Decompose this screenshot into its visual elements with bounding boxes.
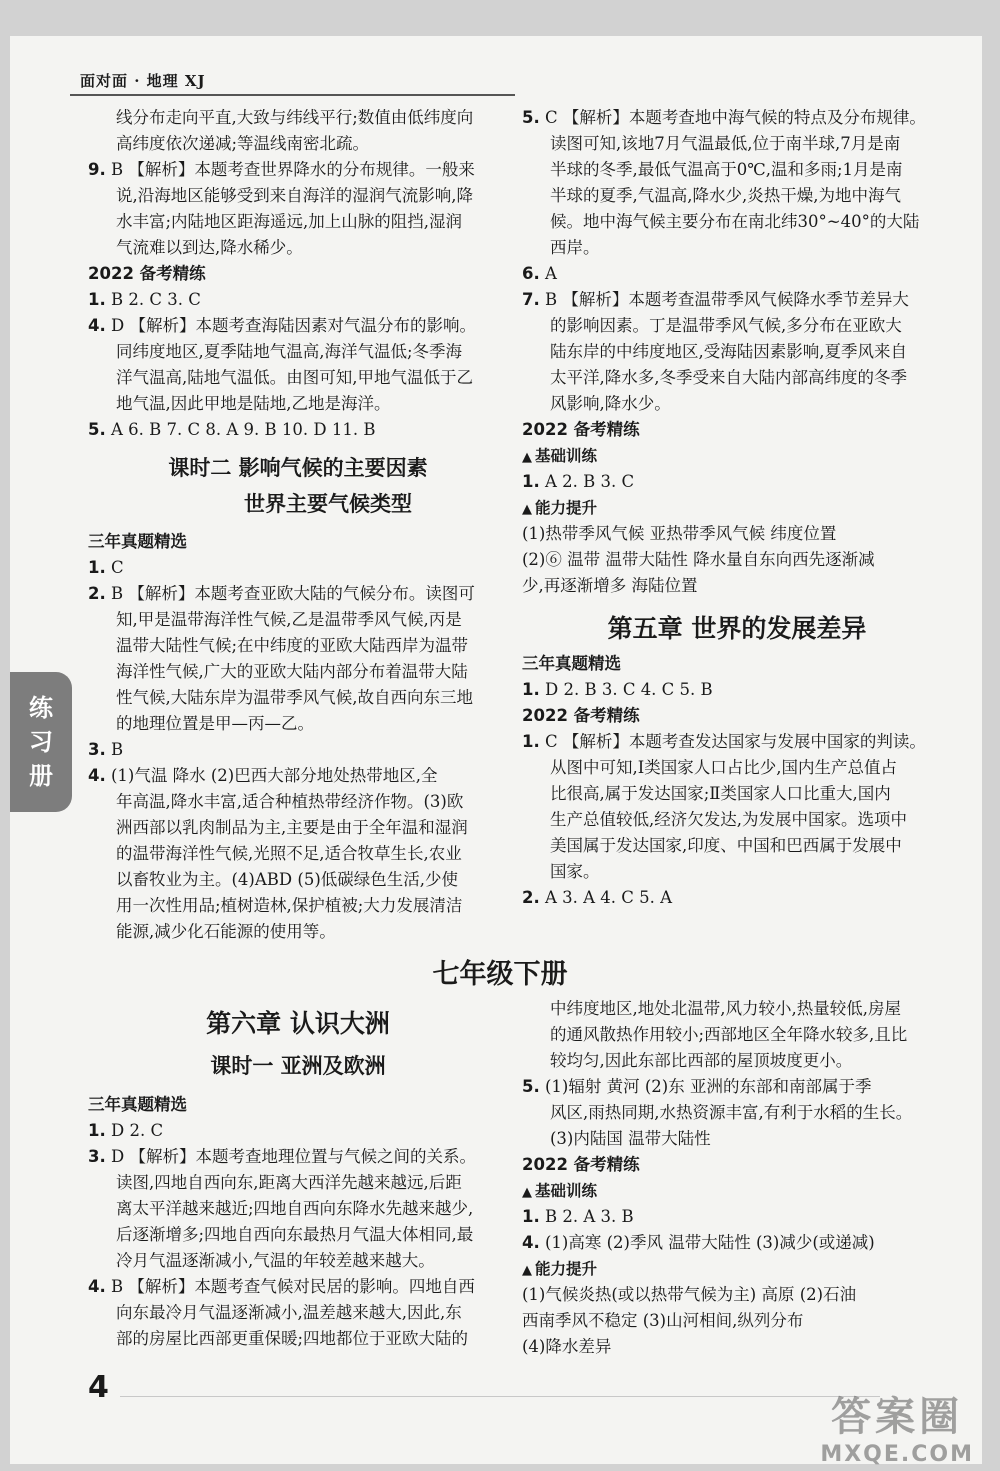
answers-5-11 bbox=[88, 417, 508, 443]
answer-line: 知,甲是温带海洋性气候,乙是温带季风气候,丙是 bbox=[116, 610, 462, 629]
answer-line: 后逐渐增多;四地自西向东最热月气温大体相同,最 bbox=[116, 1225, 474, 1244]
answer-line: 冷月气温逐渐减小,气温的年较差越来越大。 bbox=[116, 1251, 435, 1270]
watermark-logo bbox=[820, 1385, 974, 1467]
triangle-icon: ▲ bbox=[522, 1185, 532, 1200]
question-number: 2. bbox=[522, 888, 540, 907]
answer-4b bbox=[88, 763, 508, 789]
section-heading: 2022 备考精练 bbox=[522, 420, 640, 439]
answer-3 bbox=[88, 737, 508, 763]
section-heading: 三年真题精选 bbox=[88, 532, 187, 551]
subsection-basic bbox=[522, 443, 952, 469]
answer-text: B 【解析】本题考查气候对民居的影响。四地自西 bbox=[111, 1277, 475, 1296]
answer-line: 的温带海洋性气候,光照不足,适合牧草生长,农业 bbox=[116, 844, 462, 863]
answer-line: 读图,四地自西向东,距离大西洋先越来越远,后距 bbox=[116, 1173, 462, 1192]
running-header: 面对面 · 地理 XJ bbox=[80, 72, 206, 90]
answer-text: (1)辐射 黄河 (2)东 亚洲的东部和南部属于季 bbox=[545, 1077, 872, 1096]
answer-line: 生产总值较低,经济欠发达,为发展中国家。选项中 bbox=[550, 810, 907, 829]
answer-line: 线分布走向平直,大致与纬线平行;数值由低纬度向 bbox=[116, 108, 474, 127]
question-number: 4. bbox=[88, 766, 106, 785]
answer-line: 部的房屋比西部更重保暖;四地都位于亚欧大陆的 bbox=[116, 1329, 469, 1348]
question-number: 1. bbox=[522, 472, 540, 491]
answer-text: D 2. B 3. C 4. C 5. B bbox=[545, 680, 713, 699]
answer-5 bbox=[522, 1074, 952, 1100]
answer-text: B 【解析】本题考查世界降水的分布规律。一般来 bbox=[111, 160, 475, 179]
answers-1-5 bbox=[522, 677, 952, 703]
page-number: 4 bbox=[88, 1370, 109, 1405]
side-tab-exercise-book bbox=[10, 672, 72, 812]
question-number: 1. bbox=[522, 732, 540, 751]
answer-line: 海洋性气候,广大的亚欧大陆内部分布着温带大陆 bbox=[116, 662, 468, 681]
answers-2-5 bbox=[522, 885, 952, 911]
answer-9 bbox=[88, 157, 508, 183]
question-number: 5. bbox=[522, 1077, 540, 1096]
chapter-title: 第五章 世界的发展差异 bbox=[607, 614, 867, 643]
answer-3 bbox=[88, 1144, 508, 1170]
answer-line: 性气候,大陆东岸为温带季风气候,故自西向东三地 bbox=[116, 688, 473, 707]
subsection-basic bbox=[522, 1178, 952, 1204]
subsection-ability bbox=[522, 495, 952, 521]
answer-text: B 2. C 3. C bbox=[111, 290, 201, 309]
answer-5 bbox=[522, 105, 952, 131]
answer-text: A 3. A 4. C 5. A bbox=[545, 888, 673, 907]
question-number: 4. bbox=[88, 1277, 106, 1296]
question-number: 3. bbox=[88, 740, 106, 759]
answer-line: 国家。 bbox=[550, 862, 600, 881]
answer-text: A bbox=[545, 264, 557, 283]
left-bottom-column bbox=[88, 1002, 508, 1352]
section-heading: 2022 备考精练 bbox=[522, 1155, 640, 1174]
question-number: 1. bbox=[522, 1207, 540, 1226]
answer-line: (1)气候炎热(或以热带气候为主) 高原 (2)石油 bbox=[522, 1285, 857, 1304]
question-number: 5. bbox=[522, 108, 540, 127]
volume-title: 七年级下册 bbox=[432, 959, 568, 990]
answer-line: 用一次性用品;植树造林,保护植被;大力发展清洁 bbox=[116, 896, 463, 915]
answer-text: B bbox=[111, 740, 124, 759]
answer-line: 西岸。 bbox=[550, 238, 600, 257]
section-heading: 2022 备考精练 bbox=[522, 706, 640, 725]
answer-text: D 2. C bbox=[111, 1121, 164, 1140]
question-number: 2. bbox=[88, 584, 106, 603]
question-number: 1. bbox=[88, 290, 106, 309]
answer-line: 地气温,因此甲地是陆地,乙地是海洋。 bbox=[116, 394, 391, 413]
answer-text: A 2. B 3. C bbox=[545, 472, 635, 491]
question-number: 9. bbox=[88, 160, 106, 179]
answer-line: 温带大陆性气候;在中纬度的亚欧大陆西岸为温带 bbox=[116, 636, 469, 655]
answer-2 bbox=[88, 581, 508, 607]
answer-6 bbox=[522, 261, 952, 287]
answer-line: 气流难以到达,降水稀少。 bbox=[116, 238, 303, 257]
question-number: 1. bbox=[522, 680, 540, 699]
answer-text: C bbox=[111, 558, 124, 577]
question-number: 7. bbox=[522, 290, 540, 309]
answer-line: 较均匀,因此东部比西部的屋顶坡度更小。 bbox=[550, 1051, 853, 1070]
answer-line: 能源,减少化石能源的使用等。 bbox=[116, 922, 336, 941]
answer-line: (1)热带季风气候 亚热带季风气候 纬度位置 bbox=[522, 524, 837, 543]
answer-line: 美国属于发达国家,印度、中国和巴西属于发展中 bbox=[550, 836, 902, 855]
answer-line: 候。地中海气候主要分布在南北纬30°~40°的大陆 bbox=[550, 212, 920, 231]
answer-7 bbox=[522, 287, 952, 313]
answer-line: 年高温,降水丰富,适合种植热带经济作物。(3)欧 bbox=[116, 792, 464, 811]
watermark-url: MXQE.COM bbox=[820, 1442, 974, 1467]
subsection-label: 基础训练 bbox=[535, 1182, 598, 1200]
answer-line: (2)⑥ 温带 温带大陆性 降水量自东向西先逐渐减 bbox=[522, 550, 875, 569]
question-number: 5. bbox=[88, 420, 106, 439]
answer-line: 的影响因素。丁是温带季风气候,多分布在亚欧大 bbox=[550, 316, 902, 335]
lesson-title: 课时一 亚洲及欧洲 bbox=[210, 1054, 386, 1078]
question-number: 3. bbox=[88, 1147, 106, 1166]
answer-line: 高纬度依次递减;等温线南密北疏。 bbox=[116, 134, 370, 153]
answer-line: 向东最冷月气温逐渐减小,温差越来越大,因此,东 bbox=[116, 1303, 462, 1322]
answer-line: (4)降水差异 bbox=[522, 1337, 612, 1356]
answer-line: 的通风散热作用较小;西部地区全年降水较多,且比 bbox=[550, 1025, 908, 1044]
section-heading: 2022 备考精练 bbox=[88, 264, 206, 283]
header-rule bbox=[70, 94, 515, 96]
answer-text: C 【解析】本题考查发达国家与发展中国家的判读。 bbox=[545, 732, 926, 751]
subsection-label: 基础训练 bbox=[535, 447, 598, 465]
answer-line: 陆东岸的中纬度地区,受海陆因素影响,夏季风来自 bbox=[550, 342, 907, 361]
answer-line: 以畜牧业为主。(4)ABD (5)低碳绿色生活,少使 bbox=[116, 870, 459, 889]
answer-4 bbox=[522, 1230, 952, 1256]
answer-line: 少,再逐渐增多 海陆位置 bbox=[522, 576, 698, 595]
answer-4 bbox=[88, 313, 508, 339]
watermark-logo-text: 答案圈 bbox=[831, 1394, 964, 1440]
answers-1-3 bbox=[88, 287, 508, 313]
answer-line: 风影响,降水少。 bbox=[550, 394, 671, 413]
answer-text: B 【解析】本题考查亚欧大陆的气候分布。读图可 bbox=[111, 584, 475, 603]
answers-1-3 bbox=[522, 1204, 952, 1230]
answer-line: 说,沿海地区能够受到来自海洋的湿润气流影响,降 bbox=[116, 186, 473, 205]
triangle-icon: ▲ bbox=[522, 502, 532, 517]
side-tab-char: 册 bbox=[29, 762, 53, 790]
question-number: 1. bbox=[88, 1121, 106, 1140]
answer-line: 读图可知,该地7月气温最低,位于南半球,7月是南 bbox=[550, 134, 901, 153]
side-tab-char: 习 bbox=[29, 728, 53, 756]
question-number: 1. bbox=[88, 558, 106, 577]
subsection-ability bbox=[522, 1256, 952, 1282]
question-number: 6. bbox=[522, 264, 540, 283]
answer-text: B 2. A 3. B bbox=[545, 1207, 634, 1226]
side-tab-char: 练 bbox=[29, 694, 53, 722]
answer-line: 离太平洋越来越近;四地自西向东降水先越来越少, bbox=[116, 1199, 474, 1218]
triangle-icon: ▲ bbox=[522, 450, 532, 465]
answer-text: D 【解析】本题考查地理位置与气候之间的关系。 bbox=[111, 1147, 476, 1166]
right-top-column bbox=[522, 105, 952, 911]
answer-line: 风区,雨热同期,水热资源丰富,有利于水稻的生长。 bbox=[550, 1103, 913, 1122]
answer-line: 半球的夏季,气温高,降水少,炎热干燥,为地中海气 bbox=[550, 186, 901, 205]
answer-line: 水丰富;内陆地区距海遥远,加上山脉的阻挡,湿润 bbox=[116, 212, 463, 231]
question-number: 4. bbox=[522, 1233, 540, 1252]
answer-line: 同纬度地区,夏季陆地气温高,海洋气温低;冬季海 bbox=[116, 342, 463, 361]
subsection-label: 能力提升 bbox=[535, 1260, 598, 1278]
answer-line: 太平洋,降水多,冬季受来自大陆内部高纬度的冬季 bbox=[550, 368, 907, 387]
left-top-column bbox=[88, 105, 508, 945]
answer-text: (1)高寒 (2)季风 温带大陆性 (3)减少(或递减) bbox=[545, 1233, 875, 1252]
answer-line: 比很高,属于发达国家;Ⅱ类国家人口比重大,国内 bbox=[550, 784, 891, 803]
answer-line: 洋气温高,陆地气温低。由图可知,甲地气温低于乙 bbox=[116, 368, 473, 387]
answers-1-3 bbox=[522, 469, 952, 495]
answer-line: 半球的冬季,最低气温高于0℃,温和多雨;1月是南 bbox=[550, 160, 903, 179]
triangle-icon: ▲ bbox=[522, 1263, 532, 1278]
answer-text: C 【解析】本题考查地中海气候的特点及分布规律。 bbox=[545, 108, 926, 127]
answer-text: B 【解析】本题考查温带季风气候降水季节差异大 bbox=[545, 290, 909, 309]
answer-line: 的地理位置是甲—丙—乙。 bbox=[116, 714, 314, 733]
subsection-label: 能力提升 bbox=[535, 499, 598, 517]
answer-line: 洲西部以乳肉制品为主,主要是由于全年温和湿润 bbox=[116, 818, 468, 837]
section-heading: 三年真题精选 bbox=[522, 654, 621, 673]
answer-4 bbox=[88, 1274, 508, 1300]
lesson-title: 课时二 影响气候的主要因素 bbox=[168, 456, 428, 480]
answer-text: D 【解析】本题考查海陆因素对气温分布的影响。 bbox=[111, 316, 476, 335]
answer-line: 中纬度地区,地处北温带,风力较小,热量较低,房屋 bbox=[550, 999, 901, 1018]
footer-rule bbox=[120, 1396, 880, 1397]
answer-line: 西南季风不稳定 (3)山河相间,纵列分布 bbox=[522, 1311, 804, 1330]
question-number: 4. bbox=[88, 316, 106, 335]
answer-text: (1)气温 降水 (2)巴西大部分地处热带地区,全 bbox=[111, 766, 438, 785]
chapter-title: 第六章 认识大洲 bbox=[206, 1009, 390, 1038]
answer-1 bbox=[88, 555, 508, 581]
answer-text: A 6. B 7. C 8. A 9. B 10. D 11. B bbox=[111, 420, 376, 439]
answer-1 bbox=[522, 729, 952, 755]
lesson-title: 世界主要气候类型 bbox=[244, 492, 412, 516]
section-heading: 三年真题精选 bbox=[88, 1095, 187, 1114]
answers-1-2 bbox=[88, 1118, 508, 1144]
answer-line: (3)内陆国 温带大陆性 bbox=[550, 1129, 711, 1148]
right-bottom-column bbox=[522, 996, 952, 1360]
answer-line: 从图中可知,Ⅰ类国家人口占比少,国内生产总值占 bbox=[550, 758, 898, 777]
